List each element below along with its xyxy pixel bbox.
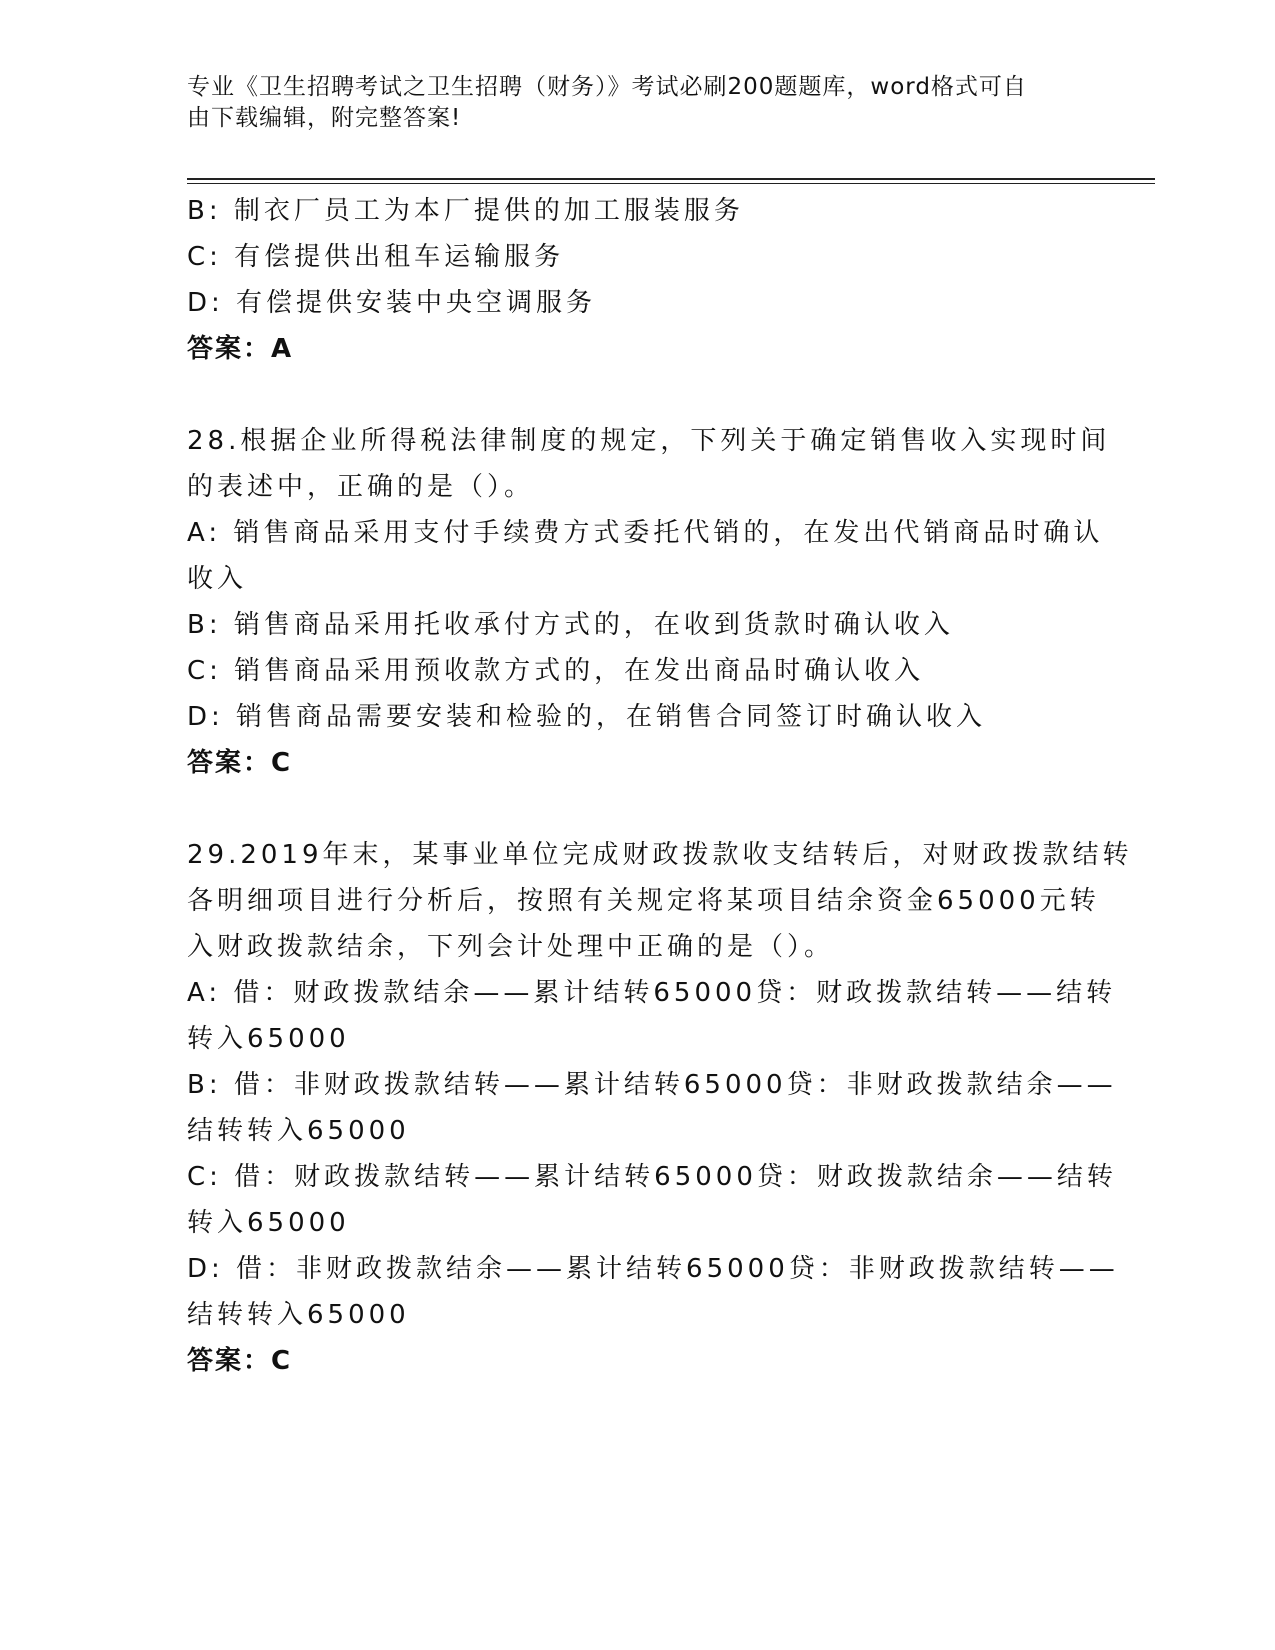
option-c: C: 借：财政拨款结转——累计结转65000贷：财政拨款结余——结转 xyxy=(187,1162,1117,1192)
header-divider-thick xyxy=(187,178,1155,180)
spacer xyxy=(187,372,1097,418)
option-a: A: 销售商品采用支付手续费方式委托代销的，在发出代销商品时确认 xyxy=(187,518,1104,548)
question-27-block xyxy=(187,188,1097,372)
option-b: B: 制衣厂员工为本厂提供的加工服装服务 xyxy=(187,196,744,226)
option-a-continued: 转入65000 xyxy=(187,1024,350,1054)
answer-label: 答案：C xyxy=(187,1346,293,1376)
option-d: D: 有偿提供安装中央空调服务 xyxy=(187,288,597,318)
question-stem: 28.根据企业所得税法律制度的规定，下列关于确定销售收入实现时间 xyxy=(187,426,1111,456)
option-d: D: 销售商品需要安装和检验的，在销售合同签订时确认收入 xyxy=(187,702,987,732)
option-a: A: 借：财政拨款结余——累计结转65000贷：财政拨款结转——结转 xyxy=(187,978,1117,1008)
question-28-block xyxy=(187,418,1111,786)
option-d-continued: 结转转入65000 xyxy=(187,1300,410,1330)
answer-label: 答案：A xyxy=(187,334,294,364)
option-b-continued: 结转转入65000 xyxy=(187,1116,410,1146)
option-c: C: 有偿提供出租车运输服务 xyxy=(187,242,565,272)
question-stem: 各明细项目进行分析后，按照有关规定将某项目结余资金65000元转 xyxy=(187,886,1100,916)
question-content xyxy=(187,188,1133,1384)
option-c: C: 销售商品采用预收款方式的，在发出商品时确认收入 xyxy=(187,656,925,686)
header-line-1: 专业《卫生招聘考试之卫生招聘（财务）》考试必刷200题题库，word格式可自 xyxy=(187,74,1027,100)
question-stem: 的表述中，正确的是（）。 xyxy=(187,472,535,502)
header-divider-thin xyxy=(187,183,1155,184)
option-c-continued: 转入65000 xyxy=(187,1208,350,1238)
question-29-block xyxy=(187,832,1133,1384)
option-d: D: 借：非财政拨款结余——累计结转65000贷：非财政拨款结转—— xyxy=(187,1254,1119,1284)
option-a-continued: 收入 xyxy=(187,564,248,594)
document-header xyxy=(187,72,1087,134)
question-stem: 入财政拨款结余，下列会计处理中正确的是（）。 xyxy=(187,932,835,962)
answer-label: 答案：C xyxy=(187,748,293,778)
spacer xyxy=(187,786,1097,832)
header-line-2: 由下载编辑，附完整答案! xyxy=(187,105,462,131)
option-b: B: 借：非财政拨款结转——累计结转65000贷：非财政拨款结余—— xyxy=(187,1070,1117,1100)
option-b: B: 销售商品采用托收承付方式的，在收到货款时确认收入 xyxy=(187,610,954,640)
question-stem: 29.2019年末，某事业单位完成财政拨款收支结转后，对财政拨款结转 xyxy=(187,840,1133,870)
